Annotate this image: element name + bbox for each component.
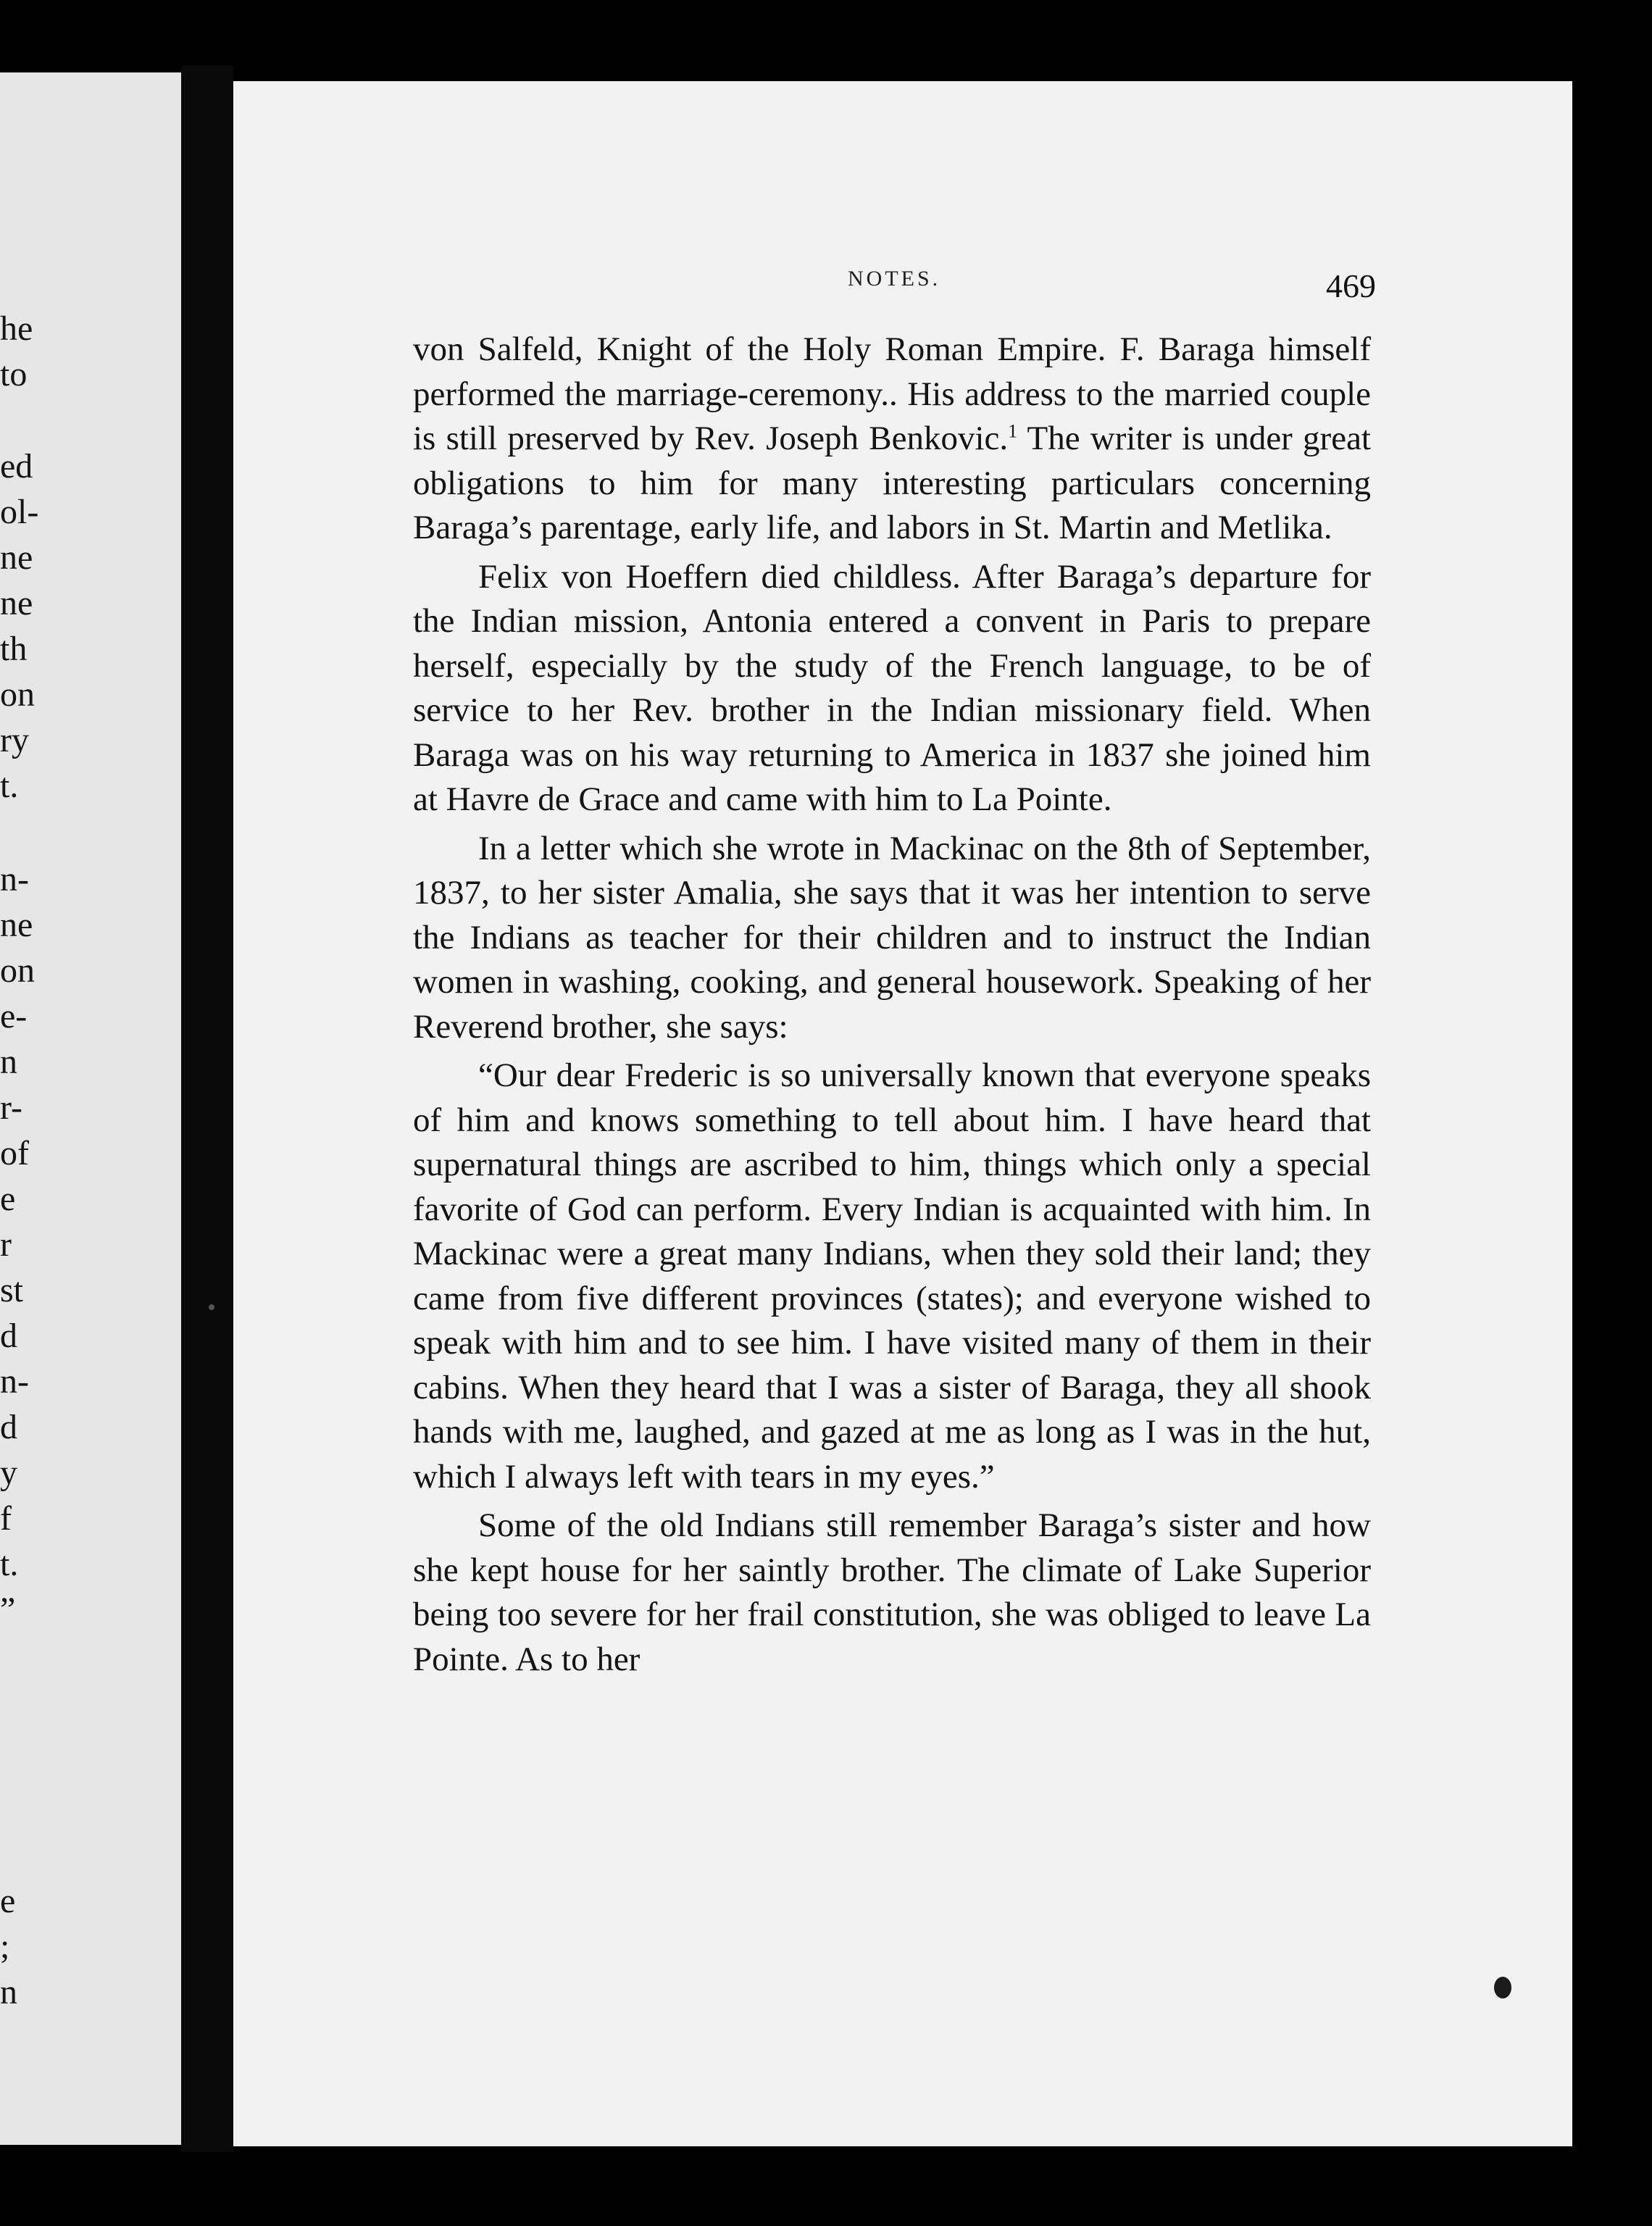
- adjacent-page-fragment: ne: [0, 538, 33, 577]
- adjacent-page-fragment: th: [0, 630, 28, 668]
- adjacent-page-fragment: on: [0, 951, 35, 990]
- footnote-marker: 1: [1008, 420, 1018, 442]
- paragraph-text-continued: The writer is under great obligations to him for many interesting particulars concerning Baraga’s parentage, early life, and labors in St. Martin and Metlika.: [413, 420, 1371, 546]
- page-text: [413, 328, 1371, 1686]
- adjacent-page-fragment: ne: [0, 584, 33, 622]
- paragraph-text: von Salfeld, Knight of the Holy Roman Empire. F. Baraga himself performed the marriage-ceremony.. His address to the married couple is still preserved by Rev. Joseph Benkovic.: [413, 330, 1371, 457]
- ink-speck: [209, 1304, 214, 1310]
- adjacent-page-fragment: ;: [0, 1927, 10, 1966]
- paragraph: Some of the old Indians still remember Baraga’s sister and how she kept house for her saintly brother. The climate of Lake Superior being too severe for her frail constitution, she was obliged to leave La Pointe. As to her: [413, 1506, 1371, 1678]
- book-gutter: [181, 65, 233, 2152]
- adjacent-page-fragment: e-: [0, 997, 28, 1035]
- adjacent-page-fragment: of: [0, 1134, 29, 1172]
- paragraph: Felix von Hoeffern died childless. After Baraga’s departure for the Indian mission, Antonia entered a convent in Paris to prepare herself, especially by the study of the French language, to be of service to her Rev. brother in the Indian missionary field. When Baraga was on his way returning to America in 1837 she joined him at Havre de Grace and came with him to La Pointe.: [413, 557, 1371, 818]
- adjacent-page-fragment: f: [0, 1499, 12, 1538]
- adjacent-page-fragment: t.: [0, 767, 19, 805]
- adjacent-page-fragment: d: [0, 1317, 17, 1355]
- adjacent-page-fragment: y: [0, 1454, 17, 1492]
- paragraph: In a letter which she wrote in Mackinac on the 8th of September, 1837, to her sister Amalia, she says that it was her intention to serve the Indians as teacher for their children and to instruct the Indian women in washing, cooking, and general housework. Speaking of her Reverend brother, she says:: [413, 829, 1371, 1046]
- adjacent-page-fragment: r-: [0, 1088, 23, 1127]
- adjacent-page-fragment: r: [0, 1225, 12, 1264]
- adjacent-page-fragment: e: [0, 1882, 16, 1920]
- running-head: NOTES.: [848, 267, 941, 291]
- adjacent-page-fragment: ol-: [0, 493, 39, 531]
- paragraph: [413, 328, 1371, 551]
- adjacent-page-fragment: t.: [0, 1545, 19, 1583]
- adjacent-page-edge: [0, 72, 181, 2145]
- adjacent-page-fragment: he: [0, 309, 33, 348]
- adjacent-page-fragment: ry: [0, 721, 29, 759]
- ink-blot: [1494, 1977, 1511, 1998]
- adjacent-page-fragment: n-: [0, 1362, 29, 1401]
- adjacent-page-fragment: n-: [0, 860, 29, 899]
- adjacent-page-fragment: on: [0, 675, 35, 714]
- adjacent-page-fragment: e: [0, 1180, 16, 1218]
- adjacent-page-fragment: ed: [0, 447, 33, 485]
- adjacent-page-fragment: n: [0, 1973, 17, 2012]
- page-number: 469: [1326, 267, 1376, 304]
- adjacent-page-fragment: d: [0, 1408, 17, 1446]
- adjacent-page-fragment: n: [0, 1043, 17, 1081]
- adjacent-page-fragment: st: [0, 1271, 24, 1309]
- adjacent-page-fragment: ne: [0, 906, 33, 944]
- quotation-paragraph: “Our dear Frederic is so universally known that everyone speaks of him and knows something to tell about him. I have heard that supernatural things are ascribed to him, things which only a special favorite of God can perform. Every Indian is acquainted with him. In Mackinac were a great many Indians, when they sold their land; they came from five different provinces (states); and everyone wished to speak with him and to see him. I have visited many of them in their cabins. When they heard that I was a sister of Baraga, they all shook hands with me, laughed, and gazed at me as long as I was in the hut, which I always left with tears in my eyes.”: [413, 1056, 1371, 1496]
- adjacent-page-fragment: ”: [0, 1591, 16, 1629]
- adjacent-page-fragment: to: [0, 355, 28, 393]
